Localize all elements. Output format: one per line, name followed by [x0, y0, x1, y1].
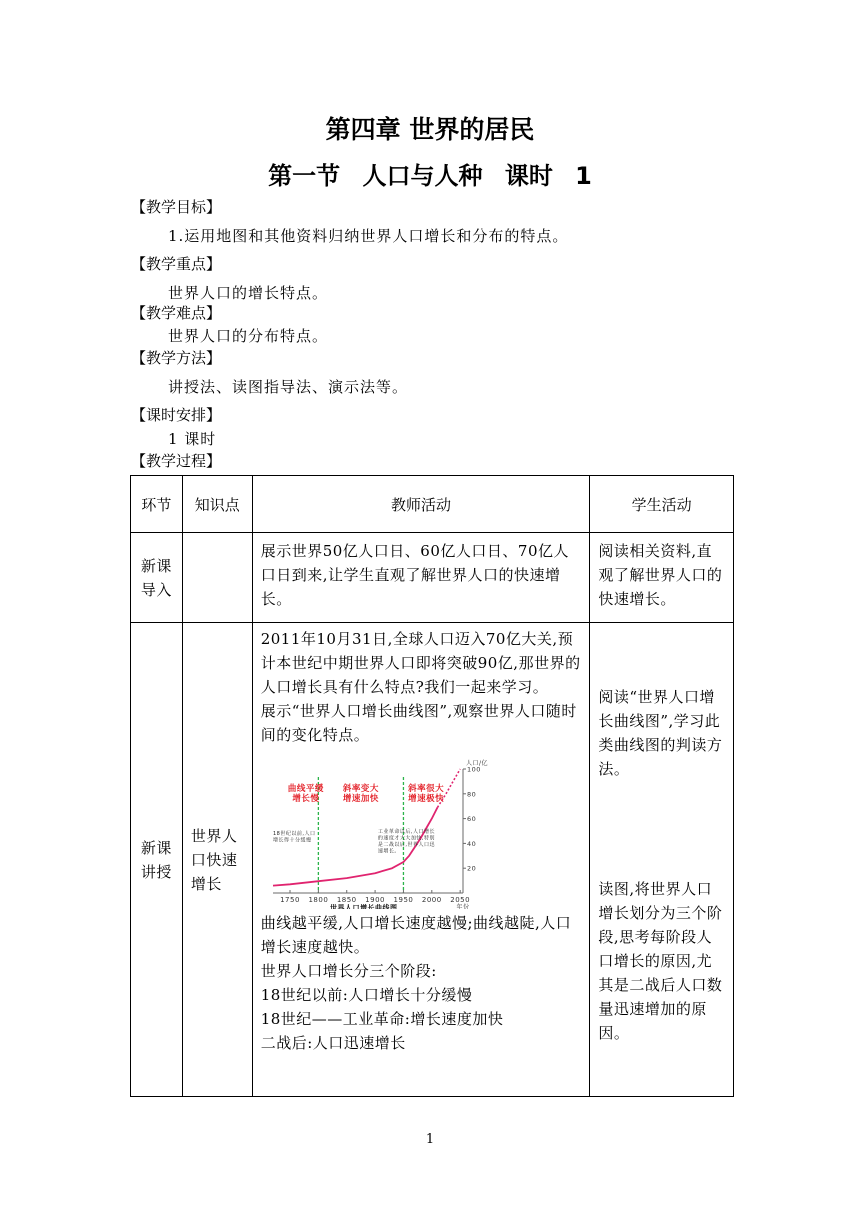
stage-text: 新课讲授	[140, 838, 172, 881]
y-tick-label: 80	[466, 790, 476, 799]
teacher-paragraph: 18世纪以前:人口增长十分缓慢	[260, 986, 473, 1004]
x-tick-label: 1900	[364, 896, 385, 904]
annotation-text: 18世纪以前,人口	[272, 831, 316, 837]
teacher-cell	[252, 533, 590, 623]
y-tick-label: 60	[466, 815, 476, 824]
key-points-item: 世界人口的增长特点。	[168, 284, 329, 302]
y-axis-label: 人口/亿	[465, 760, 488, 767]
x-tick-label: 2050	[449, 896, 470, 904]
x-tick-label: 1750	[279, 896, 300, 904]
annotation-text: 增长得十分缓慢	[272, 837, 312, 844]
x-tick-label: 1850	[336, 896, 357, 904]
annotation-text: 是二战以后,世界人口迅	[377, 842, 435, 848]
difficulty-item: 世界人口的分布特点。	[168, 327, 329, 345]
header-stage: 环节	[131, 476, 183, 533]
student-paragraph: 阅读“世界人口增长曲线图”,学习此类曲线图的判读方法。	[598, 688, 723, 778]
difficulty-heading: 【教学难点】	[131, 304, 222, 322]
key-points-heading: 【教学重点】	[131, 255, 222, 273]
y-tick-label: 100	[466, 765, 481, 774]
student-cell	[590, 623, 734, 1097]
x-tick-label: 1800	[308, 896, 329, 904]
stage-label: 增速极快	[407, 794, 444, 804]
stage-label: 斜率很大	[407, 784, 444, 794]
chapter-title: 第四章 世界的居民	[325, 115, 535, 144]
objectives-heading: 【教学目标】	[131, 198, 222, 216]
knowledge-text: 世界人口快速增长	[190, 826, 238, 893]
process-heading: 【教学过程】	[131, 452, 222, 470]
table-row	[131, 533, 734, 623]
x-tick-label: 1950	[393, 896, 414, 904]
annotation-text: 工业革命以后,人口增长	[377, 829, 435, 835]
teacher-paragraph: 2011年10月31日,全球人口迈入70亿大关,预计本世纪中期世界人口即将突破90亿,那世界的人口增长具有什么特点?我们一起来学习。	[260, 630, 581, 696]
header-knowledge: 知识点	[182, 476, 252, 533]
population-chart-svg	[267, 753, 489, 909]
objectives-item: 1.运用地图和其他资料归纳世界人口增长和分布的特点。	[168, 227, 569, 245]
teacher-paragraph: 曲线越平缓,人口增长速度越慢;曲线越陡,人口增长速度越快。	[260, 914, 572, 956]
lesson-title: 第一节 人口与人种 课时 1	[268, 162, 592, 190]
table-header-row	[131, 476, 734, 533]
y-tick-label: 20	[466, 864, 476, 873]
x-tick-label: 2000	[421, 896, 442, 904]
stage-label: 斜率变大	[342, 784, 379, 794]
header-student: 学生活动	[590, 476, 734, 533]
page-number: 1	[425, 1132, 435, 1147]
stage-text: 新课导入	[140, 556, 172, 599]
student-cell	[590, 533, 734, 623]
y-tick-label: 40	[466, 839, 476, 848]
teacher-paragraph: 二战后:人口迅速增长	[260, 1034, 406, 1052]
stage-label: 增速加快	[342, 794, 379, 804]
stage-cell	[131, 533, 183, 623]
population-growth-chart	[267, 753, 489, 909]
methods-item: 讲授法、读图指导法、演示法等。	[168, 378, 409, 396]
schedule-heading: 【课时安排】	[131, 406, 222, 424]
student-paragraph: 读图,将世界人口增长划分为三个阶段,思考每阶段人口增长的原因,尤其是二战后人口数量迅速增加的原因。	[598, 880, 723, 1042]
lesson-process-table	[130, 475, 734, 1097]
stage-label: 曲线平缓	[287, 784, 324, 794]
knowledge-text	[183, 533, 252, 545]
knowledge-cell	[182, 533, 252, 623]
student-text: 阅读相关资料,直观了解世界人口的快速增长。	[598, 542, 723, 608]
knowledge-cell	[182, 623, 252, 1097]
table-row	[131, 623, 734, 1097]
teacher-paragraph: 世界人口增长分三个阶段:	[260, 962, 437, 980]
teacher-paragraph: 18世纪——工业革命:增长速度加快	[260, 1010, 504, 1028]
methods-heading: 【教学方法】	[131, 349, 222, 367]
annotation-text: 速增长。	[377, 848, 400, 855]
header-teacher: 教师活动	[252, 476, 590, 533]
x-axis-label: 年份	[456, 904, 470, 909]
stage-cell	[131, 623, 183, 1097]
teacher-cell	[252, 623, 590, 1097]
teacher-paragraph: 展示“世界人口增长曲线图”,观察世界人口随时间的变化特点。	[260, 702, 577, 744]
annotation-text: 的速度才大大加快,特别	[377, 835, 435, 842]
teacher-text: 展示世界50亿人口日、60亿人口日、70亿人口日到来,让学生直观了解世界人口的快速增长。	[260, 542, 569, 608]
stage-label: 增长慢	[292, 794, 320, 804]
schedule-item: 1 课时	[168, 430, 217, 448]
chart-title: 世界人口增长曲线图	[329, 904, 398, 909]
